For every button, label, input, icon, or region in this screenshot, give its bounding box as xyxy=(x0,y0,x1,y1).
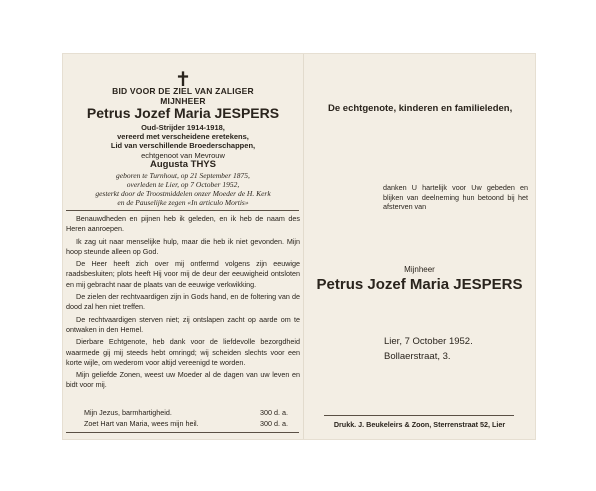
paragraph: De Heer heeft zich over mij ontfermd volgens zijn eeuwige raadsbesluiten; plots heeft Hij voor mij de deur der eeuwigheid ontsloten en mij gebracht naar de plaats van de eeuwige verkwikking. xyxy=(66,259,300,289)
address: Bollaerstraat, 3. xyxy=(384,351,451,362)
right-panel xyxy=(304,54,535,439)
indulgence-days: 300 d. a. xyxy=(260,419,288,428)
printer-credit: Drukk. J. Beukeleirs & Zoon, Sterrenstraat 52, Lier xyxy=(333,420,506,429)
deceased-name: Petrus Jozef Maria JESPERS xyxy=(86,105,280,121)
brotherhoods-line: Lid van verschillende Broederschappen, xyxy=(110,141,256,150)
bottom-divider xyxy=(66,432,299,433)
left-panel xyxy=(63,54,303,439)
paragraph: De rechtvaardigen sterven niet; zij ontslapen zacht op aarde om te ontwaken in den Hemel. xyxy=(66,314,300,334)
honorific: Mijnheer xyxy=(404,265,435,274)
prayer-heading: BID VOOR DE ZIEL VAN ZALIGER xyxy=(112,86,254,96)
decorations-line: vereerd met verscheidene eretekens, xyxy=(117,132,249,141)
place-date: Lier, 7 October 1952. xyxy=(384,336,473,347)
prayer-text: Mijn Jezus, barmhartigheid. xyxy=(84,408,172,417)
paragraph: De zielen der rechtvaardigen zijn in Gods hand, en de foltering van de dood zal hen niet treffen. xyxy=(66,292,300,312)
blessing-line: en de Pauselijke zegen «In articulo Mortis» xyxy=(117,198,249,207)
honorific: MIJNHEER xyxy=(160,96,206,106)
prayer-row xyxy=(66,418,288,429)
divider xyxy=(66,210,299,211)
birth-line: geboren te Turnhout, op 21 September 1875, xyxy=(116,171,250,180)
cross-icon: ✝ xyxy=(174,69,192,91)
thanks-text: danken U hartelijk voor Uw gebeden en blijken van deelneming hun betoond bij het afsterven van xyxy=(383,183,528,212)
veteran-line: Oud-Strijder 1914-1918, xyxy=(141,123,225,132)
deceased-name: Petrus Jozef Maria JESPERS xyxy=(316,276,523,293)
paragraph: Benauwdheden en pijnen heb ik geleden, en ik heb de naam des Heren aanroepen. xyxy=(66,214,300,234)
prayer-row xyxy=(66,407,288,418)
printer-divider xyxy=(324,415,514,416)
paragraph: Mijn geliefde Zonen, weest uw Moeder al de dagen van uw leven en bidt voor mij. xyxy=(66,370,300,390)
prayer-text: Zoet Hart van Maria, wees mijn heil. xyxy=(84,419,199,428)
indulgence-prayers xyxy=(66,407,288,429)
spouse-name: Augusta THYS xyxy=(150,159,216,170)
family-line: De echtgenote, kinderen en familieleden, xyxy=(328,103,513,114)
indulgence-days: 300 d. a. xyxy=(260,408,288,417)
meditation-text xyxy=(66,214,300,393)
paragraph: Dierbare Echtgenote, heb dank voor de liefdevolle bezorgdheid waarmede gij mij steeds hebt omringd; wij scheiden slechts voor een korte wijle, om wederom voor altijd vereenigd te worden. xyxy=(66,337,300,367)
paragraph: Ik zag uit naar menselijke hulp, maar die heb ik niet gevonden. Mijn hoop steunde alleen op God. xyxy=(66,236,300,256)
sacraments-line: gesterkt door de Troostmiddelen onzer Moeder de H. Kerk xyxy=(95,189,271,198)
death-line: overleden te Lier, op 7 October 1952, xyxy=(126,180,240,189)
spouse-label: echtgenoot van Mevrouw xyxy=(141,151,225,160)
